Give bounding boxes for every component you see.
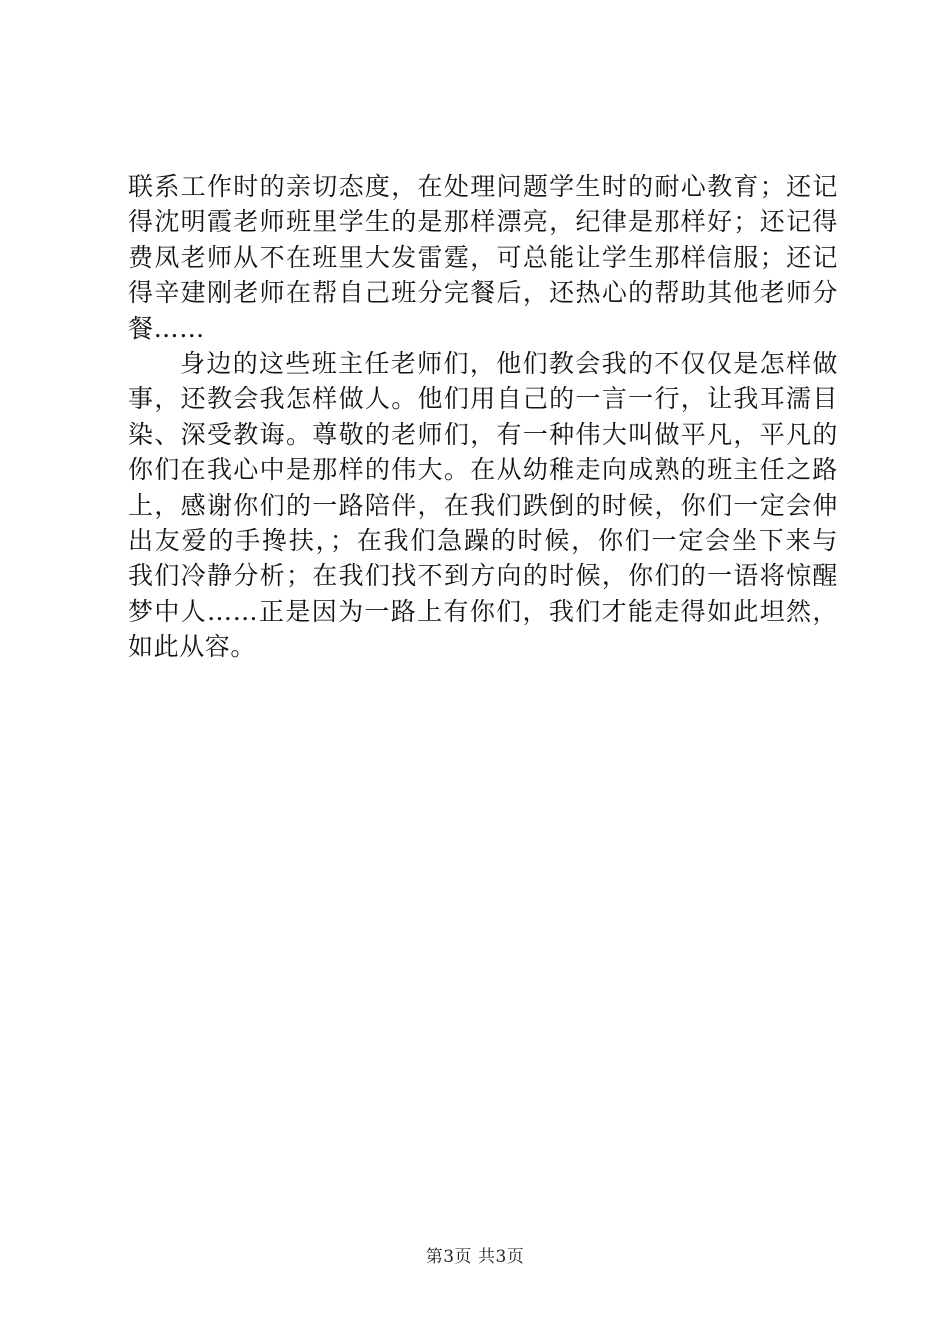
- document-body: [128, 169, 838, 664]
- paragraph-2: [128, 346, 838, 665]
- text-line: 身边的这些班主任老师们，他们教会我的不仅仅是怎样做: [180, 348, 838, 378]
- text-line: 梦中人……正是因为一路上有你们，我们才能走得如此坦然，: [128, 596, 838, 626]
- text-line: 得沈明霞老师班里学生的是那样漂亮，纪律是那样好；还记得: [128, 207, 838, 237]
- page-number-footer: 第3页 共3页: [425, 1247, 525, 1267]
- text-line: 联系工作时的亲切态度，在处理问题学生时的耐心教育；还记: [128, 172, 838, 201]
- text-line: 如此从容。: [128, 632, 257, 662]
- text-line: 染、深受教诲。尊敬的老师们，有一种伟大叫做平凡，平凡的: [128, 419, 838, 449]
- text-line: 出友爱的手搀扶，；在我们急躁的时候，你们一定会坐下来与: [128, 525, 838, 555]
- text-line: 得辛建刚老师在帮自己班分完餐后，还热心的帮助其他老师分: [128, 278, 838, 308]
- text-line: 我们冷静分析；在我们找不到方向的时候，你们的一语将惊醒: [128, 561, 838, 591]
- text-line: 你们在我心中是那样的伟大。在从幼稚走向成熟的班主任之路: [128, 455, 838, 485]
- text-line: 餐……: [128, 313, 205, 343]
- paragraph-1: [128, 169, 838, 346]
- text-line: 事，还教会我怎样做人。他们用自己的一言一行，让我耳濡目: [128, 384, 838, 414]
- text-line: 费凤老师从不在班里大发雷霆，可总能让学生那样信服；还记: [128, 242, 838, 272]
- text-line: 上，感谢你们的一路陪伴，在我们跌倒的时候，你们一定会伸: [128, 490, 838, 520]
